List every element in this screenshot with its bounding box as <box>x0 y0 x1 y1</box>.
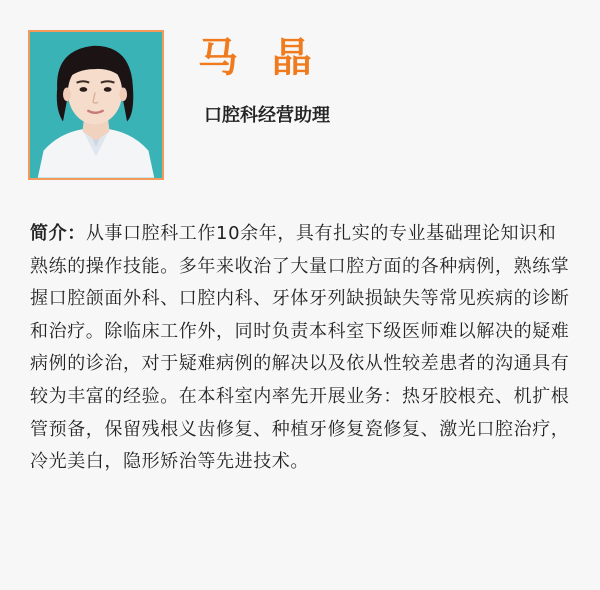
portrait-image <box>30 32 162 178</box>
doctor-title: 口腔科经营助理 <box>204 105 330 126</box>
doctor-name: 马 晶 <box>198 35 322 81</box>
bio-paragraph <box>30 218 570 479</box>
profile-photo <box>28 30 164 180</box>
bio-label: 简介： <box>30 223 86 244</box>
bio-text: 从事口腔科工作10余年，具有扎实的专业基础理论知识和熟练的操作技能。多年来收治了大量口腔方面的各种病例，熟练掌握口腔颌面外科、口腔内科、牙体牙列缺损缺失等常见疾病的诊断和治疗。除临床工作外，同时负责本科室下级医师难以解决的疑难病例的诊治，对于疑难病例的解决以及依从性较差患者的沟通具有较为丰富的经验。在本科室内率先开展业务：热牙胶根充、机扩根管预备，保留残根义齿修复、种植牙修复瓷修复、激光口腔治疗，冷光美白，隐形矫治等先进技术。 <box>30 223 570 473</box>
